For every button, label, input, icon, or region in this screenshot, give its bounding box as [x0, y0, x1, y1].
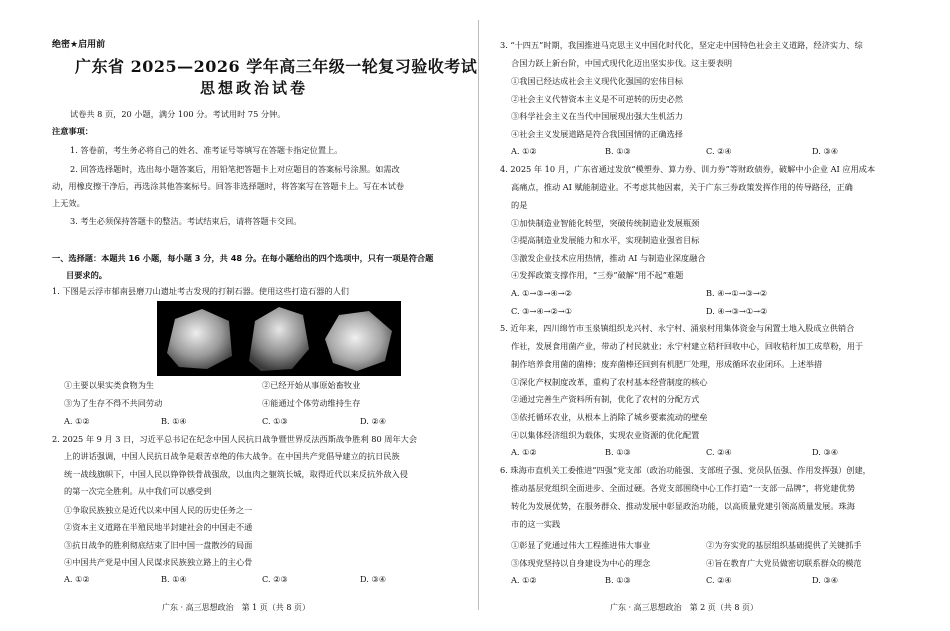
q4-stem-line2: 高痛点，推动 AI 赋能制造业。不考虑其他因素，关于广东三券政策发挥作用的传导路径，正确: [511, 182, 853, 192]
q5-item-1: ①深化产权制度改革，重构了农村基本经营制度的核心: [511, 377, 708, 387]
q5-stem-line1: 5. 近年来，四川绵竹市玉泉镇组织龙兴村、永宁村、涌泉村用集体资金与闲置土地入股成立供销合: [500, 323, 855, 333]
q4-option-d: D. ④→③→①→②: [706, 306, 768, 316]
page-footer-left: 广东 · 高三思想政治 第 1 页（共 8 页）: [162, 603, 310, 612]
q2-item-3: ③抗日战争的胜利彻底结束了旧中国一盘散沙的局面: [64, 540, 253, 550]
q2-stem-line2: 上的讲话强调，中国人民抗日战争是艰苦卓绝的伟大战争。在中国共产党倡导建立的抗日民族: [64, 451, 400, 461]
q4-option-b: B. ④→①→③→②: [706, 288, 768, 298]
q4-item-2: ②提高制造业发展能力和水平，实现制造业强省目标: [511, 235, 700, 245]
q1-option-b: B. ①④: [161, 416, 187, 426]
right-column: [480, 0, 950, 631]
q3-stem-line2: 合国力跃上新台阶，中国式现代化迈出坚实步伐。这主要表明: [511, 58, 733, 68]
q5-option-d: D. ③④: [812, 447, 839, 457]
q2-stem-line4: 的第一次完全胜利。从中我们可以感受到: [64, 486, 212, 496]
q2-stem-line1: 2. 2025 年 9 月 3 日，习近平总书记在纪念中国人民抗日战争暨世界反法西斯战争胜利 80 周年大会: [52, 434, 418, 444]
q3-item-4: ④社会主义发展道路是符合我国国情的正确选择: [511, 129, 683, 139]
q2-option-b: B. ①④: [161, 574, 187, 584]
q4-item-1: ①加快制造业智能化转型，突破传统制造业发展瓶颈: [511, 218, 700, 228]
q1-option-a: A. ①②: [64, 416, 90, 426]
q2-item-2: ②资本主义道路在半殖民地半封建社会的中国走不通: [64, 522, 253, 532]
page-footer-right: 广东 · 高三思想政治 第 2 页（共 8 页）: [610, 603, 758, 612]
q1-stem: 1. 下图是云浮市郁南县磨刀山遗址考古发现的打制石器。使用这些打造石器的人们: [52, 286, 349, 296]
stone-tools-photo: [157, 301, 401, 376]
q2-item-4: ④中国共产党是中国人民谋求民族独立路上的主心骨: [64, 557, 253, 567]
q2-stem-line3: 统一战线旗帜下，中国人民以铮铮铁骨战强敌，以血肉之躯筑长城，取得近代以来反抗外敌入侵: [64, 469, 408, 479]
exam-title: 广东省 2025—2026 学年高三年级一轮复习验收考试: [75, 57, 478, 76]
column-divider: [478, 20, 479, 610]
q6-option-b: B. ①③: [605, 575, 631, 585]
q1-item-3: ③为了生存不得不共同劳动: [64, 398, 163, 408]
q6-option-c: C. ②④: [706, 575, 732, 585]
q3-item-3: ③科学社会主义在当代中国展现出强大生机活力: [511, 111, 683, 121]
notes-heading: 注意事项：: [52, 126, 93, 136]
note-2: 2. 回答选择题时，选出每小题答案后，用铅笔把答题卡上对应题目的答案标号涂黑。如需改: [70, 164, 400, 174]
q5-stem-line2: 作社，发展食用菌产业，带动了村民就业；永宁村建立秸秆回收中心，回收秸秆加工成草粉，用于: [511, 341, 864, 351]
q5-item-2: ②通过完善生产资料所有制，优化了农村的分配方式: [511, 394, 700, 404]
q6-stem-line3: 转化为发展优势，在服务群众、推动发展中彰显政治功能，以高质量党建引领高质量发展。珠海: [511, 501, 855, 511]
exam-info: 试卷共 8 页，20 小题，满分 100 分。考试用时 75 分钟。: [70, 109, 286, 119]
q1-item-1: ①主要以果实类食物为生: [64, 380, 155, 390]
q4-option-c: C. ③→④→②→①: [511, 306, 573, 316]
q5-item-3: ③依托循环农业，从根本上消除了城乡要素流动的壁垒: [511, 412, 708, 422]
q6-stem-line4: 市的这一实践: [511, 519, 561, 529]
q3-option-a: A. ①②: [511, 146, 537, 156]
q1-item-2: ②已经开始从事原始畜牧业: [262, 380, 361, 390]
q1-option-d: D. ②④: [360, 416, 387, 426]
q3-stem-line1: 3. “十四五”时期，我国推进马克思主义中国化时代化，坚定走中国特色社会主义道路，经济实力、综: [500, 40, 863, 50]
q5-option-b: B. ①③: [605, 447, 631, 457]
q4-item-3: ③激发企业技术应用热情，推动 AI 与制造业深度融合: [511, 253, 706, 263]
q4-option-a: A. ①→③→④→②: [511, 288, 573, 298]
q2-option-a: A. ①②: [64, 574, 90, 584]
section-heading-cont: 目要求的。: [66, 270, 107, 280]
exam-subject: 思想政治试卷: [200, 79, 309, 97]
q3-item-2: ②社会主义代替资本主义是不可逆转的历史必然: [511, 94, 683, 104]
confidential-tag: 绝密★启用前: [52, 40, 106, 50]
note-2-cont: 动，用橡皮擦干净后，再选涂其他答案标号。回答非选择题时，将答案写在答题卡上。写在本试卷: [52, 181, 405, 191]
q2-item-1: ①争取民族独立是近代以来中国人民的历史任务之一: [64, 505, 253, 515]
q3-option-d: D. ③④: [812, 146, 839, 156]
note-3: 3. 考生必须保持答题卡的整洁。考试结束后，请将答题卡交回。: [70, 216, 302, 226]
q1-option-c: C. ①③: [262, 416, 288, 426]
q6-option-a: A. ①②: [511, 575, 537, 585]
q5-item-4: ④以集体经济组织为载体，实现农业资源的优化配置: [511, 430, 700, 440]
q6-item-2: ②为夯实党的基层组织基础提供了关键抓手: [706, 540, 862, 550]
q4-stem-line1: 4. 2025 年 10 月，广东省通过发放“模塑券、算力券、训力券”等财政债券，破解中小企业 AI 应用成本: [500, 164, 876, 174]
q2-option-d: D. ③④: [360, 574, 387, 584]
q3-option-c: C. ②④: [706, 146, 732, 156]
q4-stem-line3: 的是: [511, 200, 528, 210]
q1-item-4: ④能通过个体劳动维持生存: [262, 398, 361, 408]
q6-item-3: ③体现党坚持以自身建设为中心的理念: [511, 558, 651, 568]
q6-option-d: D. ③④: [812, 575, 839, 585]
note-1: 1. 答卷前，考生务必将自己的姓名、准考证号等填写在答题卡指定位置上。: [70, 145, 343, 155]
q4-item-4: ④发挥政策支撑作用，“三券”破解“用不起”难题: [511, 270, 684, 280]
q3-item-1: ①我国已经达成社会主义现代化强国的宏伟目标: [511, 76, 683, 86]
q6-item-4: ④旨在教育广大党员做密切联系群众的模范: [706, 558, 862, 568]
q5-stem-line3: 制作培养食用菌的菌棒；废弃菌棒还回到有机肥厂处理，形成循环农业闭环。上述举措: [511, 359, 823, 369]
q6-stem-line2: 推动基层党组织全面进步、全面过硬。各党支部围绕中心工作打造“一支部一品牌”，将党建优势: [511, 483, 856, 493]
q5-option-a: A. ①②: [511, 447, 537, 457]
q6-stem-line1: 6. 珠海市直机关工委推进“四强”党支部（政治功能强、支部班子强、党员队伍强、作用发挥强）创建，: [500, 465, 871, 475]
q5-option-c: C. ②④: [706, 447, 732, 457]
section-heading: 一、选择题：本题共 16 小题，每小题 3 分，共 48 分。在每小题给出的四个选项中，只有一项是符合题: [52, 253, 434, 263]
q2-option-c: C. ②③: [262, 574, 288, 584]
q6-item-1: ①彰显了党通过伟大工程推进伟大事业: [511, 540, 651, 550]
note-2-cont2: 上无效。: [52, 198, 85, 208]
q3-option-b: B. ①③: [605, 146, 631, 156]
